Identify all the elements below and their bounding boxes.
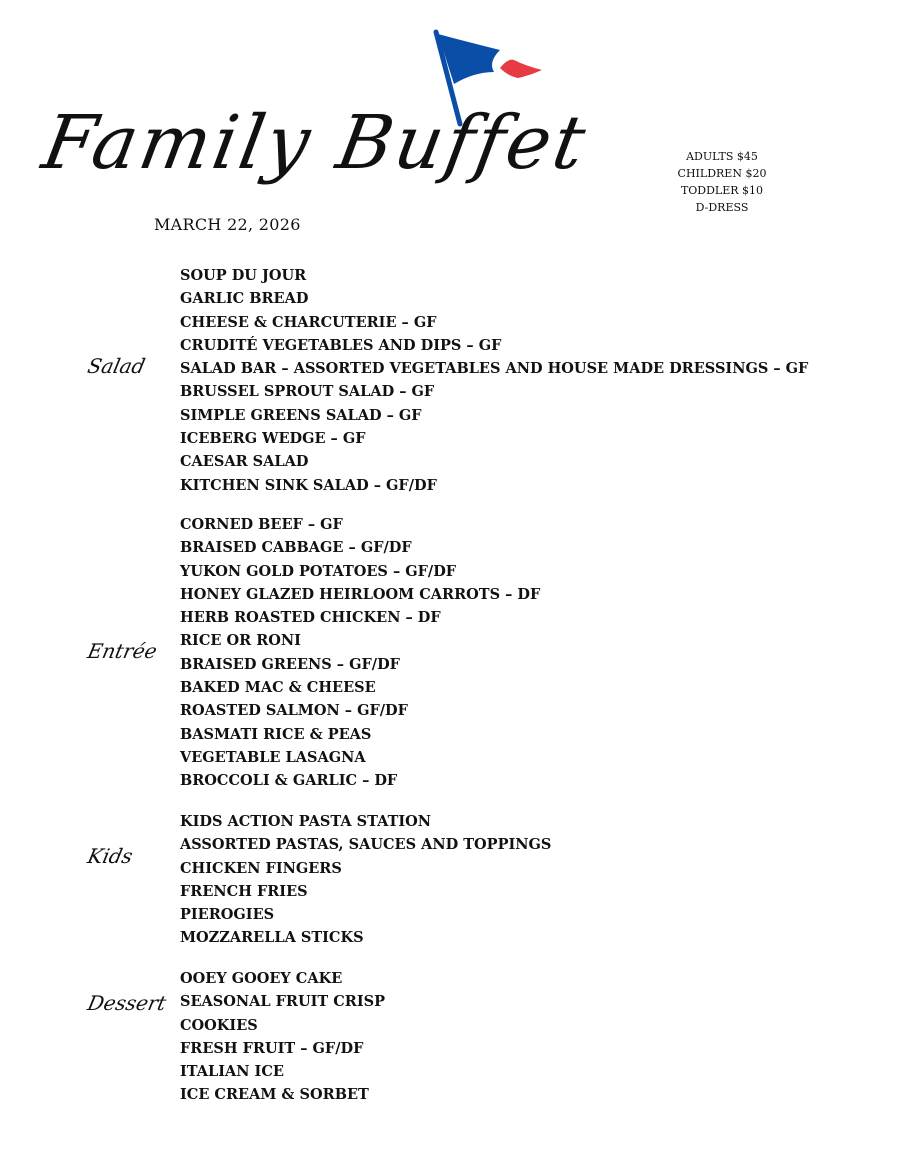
menu-item: BROCCOLI & GARLIC – DF <box>180 772 398 790</box>
menu-item: FRESH FRUIT – GF/DF <box>180 1039 364 1057</box>
price-toddler: TODDLER $10 <box>680 184 764 197</box>
section-label-dessert: Dessert <box>85 991 169 1015</box>
menu-item: SALAD BAR – ASSORTED VEGETABLES AND HOUSE MADE DRESSINGS – GF <box>180 360 809 378</box>
dress-code: D-DRESS <box>695 201 749 214</box>
price-list <box>662 148 782 216</box>
menu-item: ROASTED SALMON – GF/DF <box>180 702 408 720</box>
menu-item: VEGETABLE LASAGNA <box>180 748 366 766</box>
salad-items <box>180 264 808 497</box>
menu-item: ICEBERG WEDGE – GF <box>180 430 366 448</box>
section-label-kids: Kids <box>85 844 135 868</box>
menu-item: CHEESE & CHARCUTERIE – GF <box>180 313 437 331</box>
menu-item: SOUP DU JOUR <box>180 267 307 284</box>
menu-item: OOEY GOOEY CAKE <box>180 970 343 987</box>
menu-item: YUKON GOLD POTATOES – GF/DF <box>180 562 457 580</box>
menu-item: FRENCH FRIES <box>180 882 308 900</box>
menu-item: BRAISED CABBAGE – GF/DF <box>180 539 412 557</box>
menu-item: HERB ROASTED CHICKEN – DF <box>180 609 441 627</box>
menu-item: KITCHEN SINK SALAD – GF/DF <box>180 476 437 494</box>
menu-item: HONEY GLAZED HEIRLOOM CARROTS – DF <box>180 585 541 603</box>
menu-item: BAKED MAC & CHEESE <box>180 679 376 697</box>
menu-item: KIDS ACTION PASTA STATION <box>180 813 432 830</box>
menu-item: BRAISED GREENS – GF/DF <box>180 655 400 673</box>
menu-item: CRUDITÉ VEGETABLES AND DIPS – GF <box>180 336 502 354</box>
section-label-salad: Salad <box>85 354 148 378</box>
page-title: Family Buffet <box>36 100 595 186</box>
menu-item: COOKIES <box>180 1016 258 1034</box>
menu-item: ITALIAN ICE <box>180 1063 284 1081</box>
menu-item: MOZZARELLA STICKS <box>180 929 364 947</box>
menu-item: SEASONAL FRUIT CRISP <box>180 993 385 1011</box>
menu-item: CORNED BEEF – GF <box>180 516 343 533</box>
price-children: CHILDREN $20 <box>677 167 767 180</box>
menu-item: PIEROGIES <box>180 906 275 924</box>
section-label-entree: Entrée <box>85 639 160 663</box>
kids-items <box>180 810 551 950</box>
menu-item: CAESAR SALAD <box>180 453 309 471</box>
menu-item: GARLIC BREAD <box>180 290 309 308</box>
menu-item: SIMPLE GREENS SALAD – GF <box>180 406 422 424</box>
event-date: MARCH 22, 2026 <box>154 215 301 234</box>
menu-item: CHICKEN FINGERS <box>180 859 342 877</box>
price-adults: ADULTS $45 <box>686 150 758 163</box>
menu-item: ICE CREAM & SORBET <box>180 1086 369 1104</box>
entree-items <box>180 513 540 793</box>
menu-item: BASMATI RICE & PEAS <box>180 725 372 743</box>
menu-item: ASSORTED PASTAS, SAUCES AND TOPPINGS <box>180 836 552 854</box>
dessert-items <box>180 967 385 1107</box>
menu-item: BRUSSEL SPROUT SALAD – GF <box>180 383 435 401</box>
menu-item: RICE OR RONI <box>180 632 301 650</box>
flag-pennant <box>500 60 542 78</box>
